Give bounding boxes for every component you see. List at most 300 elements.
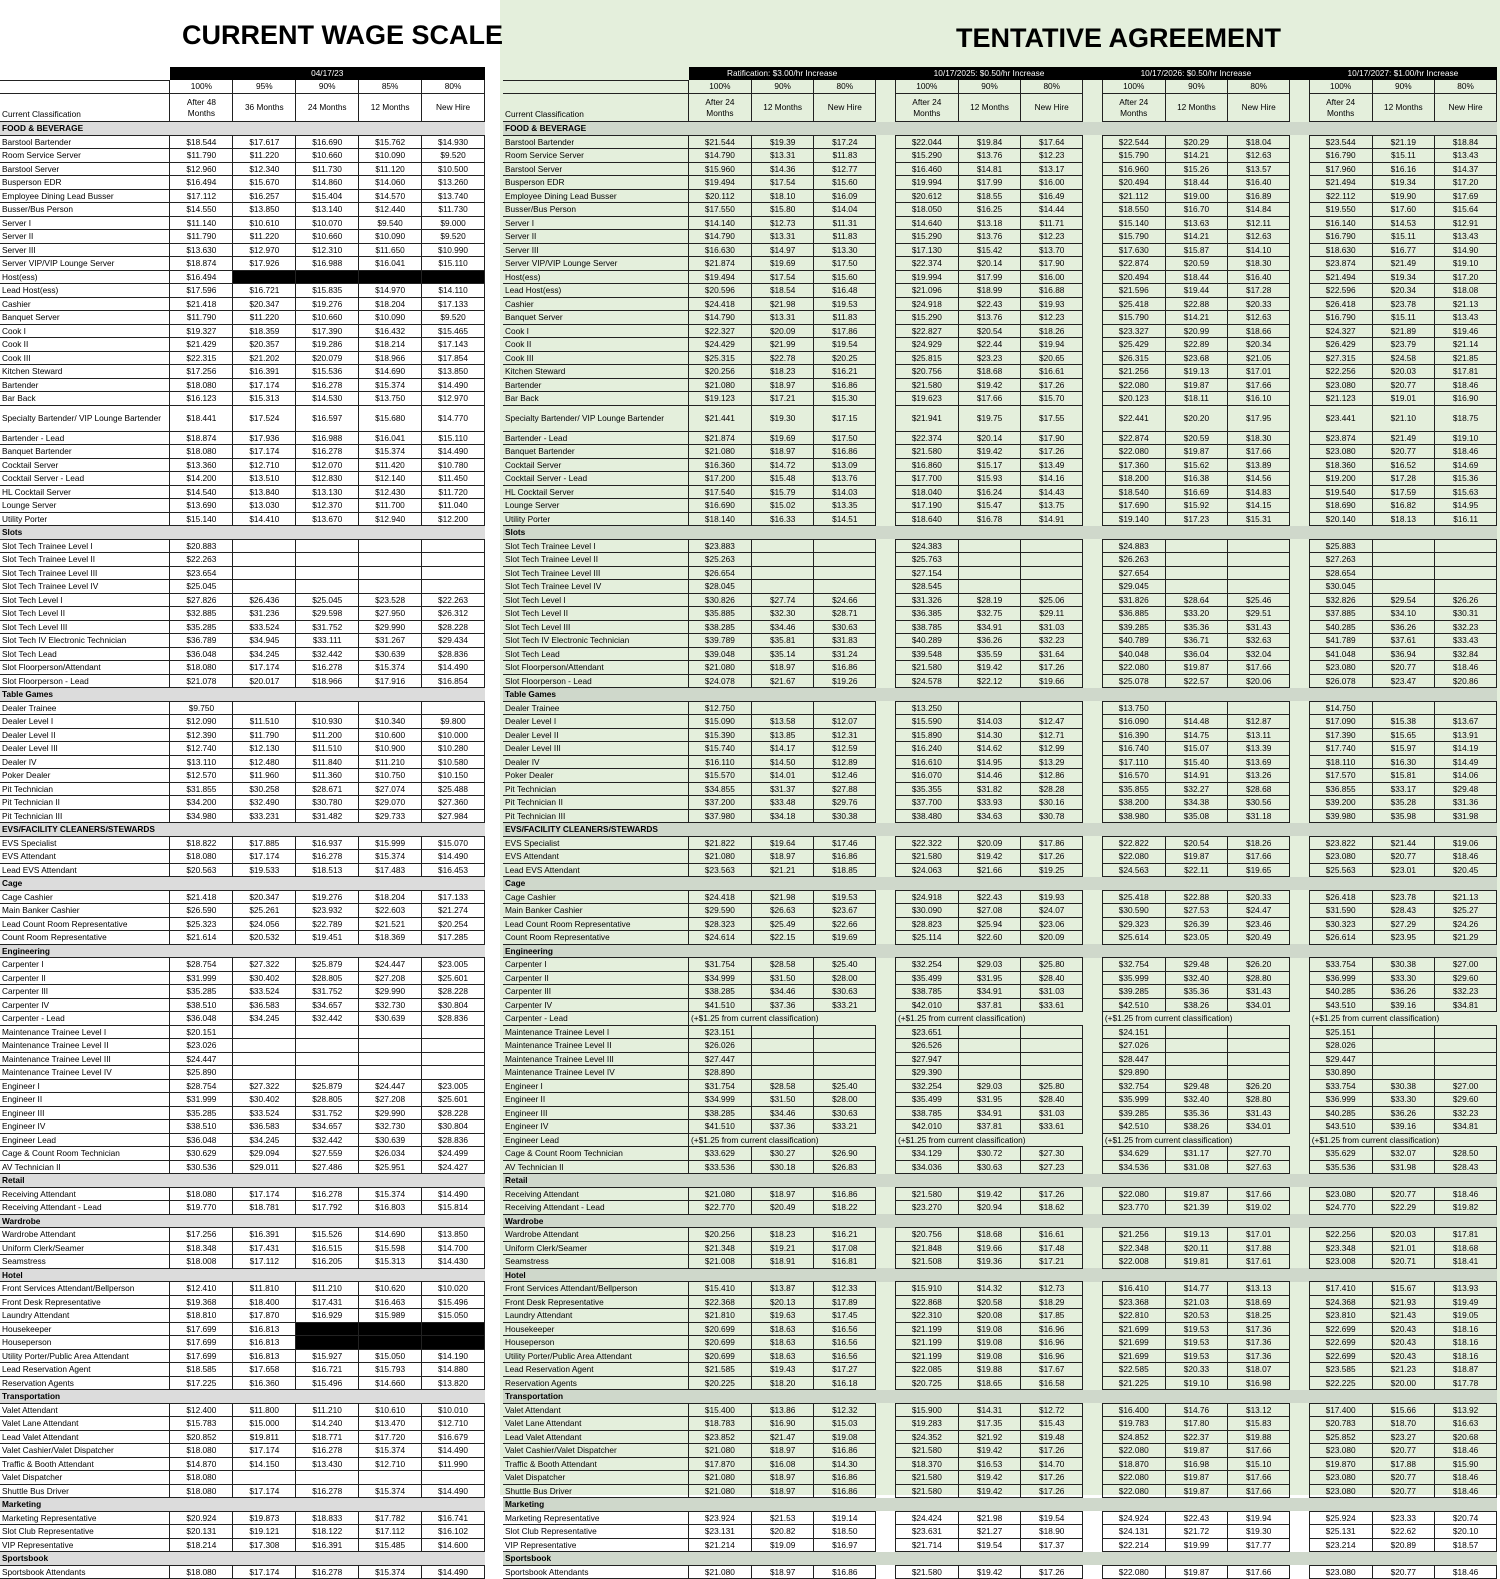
- column-gap: [1290, 1174, 1310, 1188]
- column-gap: [1083, 431, 1103, 445]
- tentative-wage-cell: $15.02: [751, 499, 814, 513]
- current-wage-cell: $33.524: [233, 1106, 296, 1120]
- column-gap: [876, 1295, 896, 1309]
- tentative-wage-cell: $19.48: [1021, 1430, 1083, 1444]
- wage-row: [503, 1376, 1497, 1390]
- tentative-wage-cell: $19.00: [1165, 189, 1228, 203]
- classification-name: AV Technician II: [503, 1160, 689, 1174]
- column-gap: [1290, 796, 1310, 810]
- tentative-wage-cell: $19.08: [814, 1430, 876, 1444]
- tentative-wage-cell: $17.570: [1309, 769, 1372, 783]
- tentative-wage-cell: $31.03: [1021, 985, 1083, 999]
- classification-name: Bartender - Lead: [503, 431, 689, 445]
- category-label: Engineering: [503, 944, 689, 958]
- tentative-wage-cell: $35.08: [1165, 809, 1228, 823]
- header-blank: [0, 80, 170, 94]
- classification-name: Cage & Count Room Technician: [503, 1147, 689, 1161]
- tentative-wage-cell: $20.53: [1165, 1309, 1228, 1323]
- tentative-wage-cell: $17.37: [1021, 1538, 1083, 1552]
- category-fill: [895, 877, 1082, 891]
- tentative-wage-cell: $23.883: [689, 539, 752, 553]
- category-fill: [1309, 877, 1496, 891]
- tentative-wage-cell: $18.46: [1435, 378, 1497, 392]
- tentative-wage-cell: $19.21: [751, 1241, 814, 1255]
- column-gap: [1083, 1093, 1103, 1107]
- category-label: Marketing: [0, 1498, 170, 1512]
- wage-row: [0, 1417, 485, 1431]
- tentative-wage-cell: $11.83: [814, 230, 876, 244]
- tentative-wage-cell: [1021, 1025, 1083, 1039]
- wage-row: [503, 338, 1497, 352]
- wage-row: [0, 1538, 485, 1552]
- wage-row: [0, 971, 485, 985]
- tentative-wage-cell: $13.35: [814, 499, 876, 513]
- tentative-wage-cell: $37.36: [751, 998, 814, 1012]
- current-wage-cell: $21.614: [170, 931, 233, 945]
- tentative-wage-cell: [1021, 1066, 1083, 1080]
- current-wage-cell: $20.254: [422, 917, 485, 931]
- tentative-wage-cell: [1372, 566, 1435, 580]
- current-wage-cell: $15.496: [422, 1295, 485, 1309]
- current-wage-cell: $30.804: [422, 998, 485, 1012]
- tentative-wage-cell: $20.82: [751, 1525, 814, 1539]
- current-wage-cell: $14.700: [422, 1241, 485, 1255]
- classification-name: Carpenter IV: [0, 998, 170, 1012]
- tentative-wage-cell: $24.368: [1309, 1295, 1372, 1309]
- current-wage-cell: $14.600: [422, 1538, 485, 1552]
- tentative-wage-cell: $31.43: [1228, 620, 1290, 634]
- tentative-wage-cell: $16.790: [1309, 230, 1372, 244]
- tentative-wage-cell: $23.95: [1372, 931, 1435, 945]
- tentative-wage-cell: $31.50: [751, 1093, 814, 1107]
- tentative-wage-cell: $19.13: [1165, 1228, 1228, 1242]
- classification-name: Barstool Server: [503, 162, 689, 176]
- tentative-wage-cell: $18.16: [1435, 1349, 1497, 1363]
- tentative-wage-cell: $15.570: [689, 769, 752, 783]
- category-row: [503, 122, 1497, 136]
- tentative-wage-cell: $15.93: [958, 472, 1021, 486]
- tentative-wage-cell: $40.285: [1309, 620, 1372, 634]
- classification-name: Engineer Lead: [0, 1133, 170, 1147]
- tentative-wage-cell: $21.92: [958, 1430, 1021, 1444]
- tentative-wage-cell: $32.23: [1435, 985, 1497, 999]
- current-wage-cell: $11.420: [359, 458, 422, 472]
- column-gap: [876, 782, 896, 796]
- tentative-wage-cell: [1372, 580, 1435, 594]
- tentative-wage-cell: $31.826: [1102, 593, 1165, 607]
- current-wage-cell: $15.110: [422, 257, 485, 271]
- classification-name: Utility Porter: [503, 512, 689, 526]
- tentative-wage-cell: [1021, 1052, 1083, 1066]
- tentative-wage-cell: $19.34: [1372, 270, 1435, 284]
- tentative-wage-cell: $16.98: [1228, 1376, 1290, 1390]
- column-gap: [1083, 203, 1103, 217]
- tentative-wage-cell: $40.285: [1309, 985, 1372, 999]
- tentative-wage-cell: $27.447: [689, 1052, 752, 1066]
- tentative-wage-cell: $24.078: [689, 674, 752, 688]
- classification-name: Lead Valet Attendant: [0, 1430, 170, 1444]
- category-row: [503, 526, 1497, 540]
- tentative-wage-cell: [1435, 580, 1497, 594]
- column-gap: [1290, 1201, 1310, 1215]
- current-wage-cell: [296, 1471, 359, 1485]
- tentative-wage-cell: $19.994: [895, 270, 958, 284]
- wage-row: [0, 378, 485, 392]
- tentative-wage-cell: [751, 1066, 814, 1080]
- tentative-wage-cell: $17.50: [814, 431, 876, 445]
- tentative-wage-cell: $20.65: [1021, 351, 1083, 365]
- current-wage-cell: $14.060: [359, 176, 422, 190]
- tentative-wage-cell: $17.89: [814, 1295, 876, 1309]
- wage-row: [0, 1565, 485, 1579]
- tentative-wage-cell: $36.94: [1372, 647, 1435, 661]
- tentative-wage-cell: $31.17: [1165, 1147, 1228, 1161]
- classification-name: Seamstress: [0, 1255, 170, 1269]
- tentative-wage-cell: $25.418: [1102, 297, 1165, 311]
- column-gap: [1083, 1336, 1103, 1350]
- tentative-wage-cell: $17.24: [814, 135, 876, 149]
- classification-name: Carpenter II: [0, 971, 170, 985]
- current-wage-cell: $15.140: [170, 512, 233, 526]
- column-gap: [1083, 1417, 1103, 1431]
- tentative-wage-cell: [814, 553, 876, 567]
- column-gap: [876, 1066, 896, 1080]
- current-wage-cell: $28.805: [296, 971, 359, 985]
- tentative-wage-cell: [814, 1039, 876, 1053]
- redacted-cell: [422, 1322, 485, 1336]
- current-wage-cell: $13.110: [170, 755, 233, 769]
- current-wage-cell: $29.094: [233, 1147, 296, 1161]
- column-gap: [876, 553, 896, 567]
- classification-name: Engineer II: [0, 1093, 170, 1107]
- column-gap: [1290, 674, 1310, 688]
- tentative-wage-cell: $19.94: [1021, 338, 1083, 352]
- classification-name: Carpenter I: [503, 958, 689, 972]
- current-wage-cell: $23.005: [422, 1079, 485, 1093]
- classification-name: Front Desk Representative: [0, 1295, 170, 1309]
- tentative-wage-cell: $18.07: [1228, 1363, 1290, 1377]
- tentative-wage-cell: $20.725: [895, 1376, 958, 1390]
- tentative-wage-cell: $20.33: [1165, 1363, 1228, 1377]
- current-wage-cell: $16.278: [296, 1565, 359, 1579]
- classification-name: Lead Count Room Representative: [0, 917, 170, 931]
- column-gap: [1083, 445, 1103, 459]
- category-row: [503, 1498, 1497, 1512]
- current-wage-cell: $30.639: [359, 1133, 422, 1147]
- tentative-wage-cell: $21.080: [689, 850, 752, 864]
- category-fill: [1102, 688, 1289, 702]
- column-gap: [1083, 1390, 1103, 1404]
- tentative-wage-cell: $23.810: [1309, 1309, 1372, 1323]
- current-wage-cell: [422, 580, 485, 594]
- wage-row: [503, 1012, 1497, 1026]
- tentative-wage-cell: $31.64: [1021, 647, 1083, 661]
- tentative-wage-cell: $30.38: [1372, 958, 1435, 972]
- classification-name: Slot Tech IV Electronic Technician: [0, 634, 170, 648]
- tentative-wage-cell: $16.86: [814, 1484, 876, 1498]
- tentative-wage-cell: $18.050: [895, 203, 958, 217]
- column-gap: [876, 445, 896, 459]
- wage-row: [0, 445, 485, 459]
- tentative-wage-cell: $22.080: [1102, 850, 1165, 864]
- tentative-wage-cell: $16.24: [958, 485, 1021, 499]
- tentative-wage-cell: $38.285: [689, 620, 752, 634]
- classification-name: Slot Tech Level II: [0, 607, 170, 621]
- tentative-wage-cell: $24.47: [1228, 904, 1290, 918]
- tentative-wage-cell: $12.73: [1021, 1282, 1083, 1296]
- tentative-wage-cell: $38.285: [689, 1106, 752, 1120]
- percent-header: 80%: [1435, 80, 1497, 94]
- tentative-wage-cell: $16.00: [1021, 176, 1083, 190]
- current-wage-cell: $11.120: [359, 162, 422, 176]
- tentative-wage-cell: $25.815: [895, 351, 958, 365]
- tentative-wage-cell: $20.43: [1372, 1336, 1435, 1350]
- classification-name: Slot Tech Trainee Level III: [503, 566, 689, 580]
- category-row: [0, 122, 485, 136]
- wage-row: [0, 661, 485, 675]
- current-wage-cell: $14.490: [422, 445, 485, 459]
- category-label: Retail: [0, 1174, 170, 1188]
- classification-name: Host(ess): [0, 270, 170, 284]
- tentative-wage-cell: $19.81: [1165, 1255, 1228, 1269]
- tentative-wage-cell: $30.16: [1021, 796, 1083, 810]
- tentative-wage-cell: $15.17: [958, 458, 1021, 472]
- tentative-wage-cell: $17.45: [814, 1309, 876, 1323]
- tentative-wage-cell: $17.99: [958, 176, 1021, 190]
- tentative-wage-cell: $15.03: [814, 1417, 876, 1431]
- tentative-wage-cell: $17.99: [958, 270, 1021, 284]
- tentative-wage-cell: $21.225: [1102, 1376, 1165, 1390]
- tentative-wage-cell: $26.39: [1165, 917, 1228, 931]
- classification-name: Valet Dispatcher: [0, 1471, 170, 1485]
- tentative-wage-cell: $17.21: [751, 392, 814, 406]
- current-wage-cell: $18.810: [170, 1309, 233, 1323]
- tentative-wage-cell: $35.499: [895, 1093, 958, 1107]
- classification-name: Lead Reservation Agent: [0, 1363, 170, 1377]
- tentative-wage-cell: $19.42: [958, 1565, 1021, 1579]
- classification-name: Kitchen Steward: [503, 365, 689, 379]
- tentative-wage-cell: $17.090: [1309, 715, 1372, 729]
- tentative-wage-cell: $21.29: [1435, 931, 1497, 945]
- category-fill: [1309, 1268, 1496, 1282]
- category-fill: [1102, 944, 1289, 958]
- current-wage-cell: $15.536: [296, 365, 359, 379]
- tentative-wage-cell: $23.080: [1309, 1565, 1372, 1579]
- wage-row: [0, 850, 485, 864]
- current-wage-cell: $16.988: [296, 431, 359, 445]
- current-wage-cell: $10.280: [422, 742, 485, 756]
- tentative-wage-cell: $16.98: [1165, 1457, 1228, 1471]
- wage-row: [503, 715, 1497, 729]
- tentative-agreement-title: TENTATIVE AGREEMENT: [956, 23, 1282, 53]
- wage-row: [0, 701, 485, 715]
- wage-row: [503, 809, 1497, 823]
- column-gap: [1290, 1363, 1310, 1377]
- tentative-wage-cell: $22.43: [958, 890, 1021, 904]
- tentative-wage-cell: $20.494: [1102, 176, 1165, 190]
- tentative-wage-cell: $28.890: [689, 1066, 752, 1080]
- column-gap: [1290, 580, 1310, 594]
- wage-row: [503, 998, 1497, 1012]
- tentative-wage-cell: $13.91: [1435, 728, 1497, 742]
- tentative-wage-cell: $20.77: [1372, 1471, 1435, 1485]
- classification-name: Dealer IV: [503, 755, 689, 769]
- classification-name: Dealer Level I: [503, 715, 689, 729]
- tentative-wage-cell: $22.89: [1165, 338, 1228, 352]
- column-gap: [1083, 1403, 1103, 1417]
- column-gap: [1083, 904, 1103, 918]
- current-wage-cell: $10.780: [422, 458, 485, 472]
- wage-row: [503, 1430, 1497, 1444]
- current-wage-cell: $16.741: [422, 1511, 485, 1525]
- tentative-wage-cell: $18.66: [1228, 324, 1290, 338]
- current-wage-cell: $11.810: [233, 1282, 296, 1296]
- tentative-wage-cell: $28.045: [689, 580, 752, 594]
- tentative-wage-cell: $16.88: [1021, 284, 1083, 298]
- tentative-wage-cell: $17.54: [751, 176, 814, 190]
- current-wage-cell: $18.008: [170, 1255, 233, 1269]
- current-wage-cell: $11.730: [422, 203, 485, 217]
- tentative-wage-cell: $26.20: [1228, 1079, 1290, 1093]
- column-gap: [1083, 122, 1103, 136]
- column-gap: [1083, 80, 1103, 94]
- tentative-wage-cell: $23.080: [1309, 1187, 1372, 1201]
- tentative-wage-cell: $19.30: [1228, 1525, 1290, 1539]
- tentative-wage-cell: $15.60: [814, 270, 876, 284]
- header-row-steps: [503, 94, 1497, 122]
- current-wage-cell: [422, 539, 485, 553]
- classification-name: Valet Dispatcher: [503, 1471, 689, 1485]
- current-wage-cell: $10.090: [359, 230, 422, 244]
- column-gap: [1290, 257, 1310, 271]
- tentative-wage-cell: $15.87: [1165, 243, 1228, 257]
- tentative-wage-cell: $29.48: [1165, 1079, 1228, 1093]
- column-gap: [1290, 985, 1310, 999]
- wage-row: [503, 917, 1497, 931]
- column-gap: [876, 1214, 896, 1228]
- column-gap: [1290, 216, 1310, 230]
- wage-row: [503, 1484, 1497, 1498]
- column-gap: [1083, 769, 1103, 783]
- tentative-wage-cell: $38.26: [1165, 998, 1228, 1012]
- column-gap: [1083, 1295, 1103, 1309]
- tentative-wage-cell: $14.37: [1435, 162, 1497, 176]
- tentative-wage-cell: $39.789: [689, 634, 752, 648]
- tentative-wage-cell: $14.62: [958, 742, 1021, 756]
- tentative-wage-cell: $14.70: [1021, 1457, 1083, 1471]
- tentative-wage-cell: $31.754: [689, 958, 752, 972]
- tentative-wage-cell: $19.870: [1309, 1457, 1372, 1471]
- wage-row: [503, 512, 1497, 526]
- tentative-wage-cell: $27.263: [1309, 553, 1372, 567]
- category-row: [503, 1174, 1497, 1188]
- current-wage-cell: $11.960: [233, 769, 296, 783]
- step-header: 12 Months: [1165, 94, 1228, 122]
- current-wage-cell: $17.885: [233, 836, 296, 850]
- tentative-wage-cell: $16.090: [1102, 715, 1165, 729]
- current-wage-cell: $17.390: [296, 324, 359, 338]
- current-wage-cell: $17.431: [296, 1295, 359, 1309]
- column-gap: [1083, 472, 1103, 486]
- column-gap: [876, 931, 896, 945]
- tentative-wage-cell: $15.890: [895, 728, 958, 742]
- wage-row: [503, 607, 1497, 621]
- tentative-wage-cell: [1228, 580, 1290, 594]
- tentative-wage-cell: [1435, 1025, 1497, 1039]
- tentative-wage-cell: $34.46: [751, 1106, 814, 1120]
- classification-name: Main Banker Cashier: [0, 904, 170, 918]
- tentative-wage-cell: $21.941: [895, 405, 958, 431]
- tentative-wage-cell: $16.110: [689, 755, 752, 769]
- current-wage-cell: $18.214: [170, 1538, 233, 1552]
- current-wage-cell: $32.442: [296, 1012, 359, 1026]
- tentative-wage-cell: $21.39: [1165, 1201, 1228, 1215]
- column-gap: [876, 809, 896, 823]
- tentative-wage-cell: $30.38: [1372, 1079, 1435, 1093]
- tentative-wage-cell: $30.826: [689, 593, 752, 607]
- current-wage-cell: $18.966: [296, 674, 359, 688]
- column-gap: [1083, 701, 1103, 715]
- current-wage-cell: $15.762: [359, 135, 422, 149]
- tentative-wage-cell: [1021, 580, 1083, 594]
- percent-header: 90%: [296, 80, 359, 94]
- tentative-wage-cell: $20.09: [1021, 931, 1083, 945]
- classification-name: Server II: [503, 230, 689, 244]
- percent-header: 100%: [1309, 80, 1372, 94]
- wage-row: [0, 715, 485, 729]
- step-header: New Hire: [1228, 94, 1290, 122]
- tentative-wage-cell: $20.09: [751, 324, 814, 338]
- column-gap: [876, 1322, 896, 1336]
- tentative-wage-cell: $16.96: [1021, 1322, 1083, 1336]
- tentative-wage-cell: $35.98: [1372, 809, 1435, 823]
- tentative-wage-cell: $37.700: [895, 796, 958, 810]
- tentative-wage-cell: $30.323: [1309, 917, 1372, 931]
- tentative-wage-cell: $20.74: [1435, 1511, 1497, 1525]
- tentative-wage-cell: $17.66: [1228, 661, 1290, 675]
- column-gap: [1290, 1295, 1310, 1309]
- current-wage-cell: [296, 701, 359, 715]
- tentative-wage-cell: $21.580: [895, 1565, 958, 1579]
- current-wage-cell: $18.080: [170, 661, 233, 675]
- current-wage-cell: $17.174: [233, 1444, 296, 1458]
- header-row-percent: [0, 80, 485, 94]
- tentative-wage-cell: [958, 1066, 1021, 1080]
- category-label: Slots: [0, 526, 170, 540]
- tentative-wage-cell: $21.01: [1372, 1241, 1435, 1255]
- tentative-wage-cell: $19.88: [1228, 1430, 1290, 1444]
- tentative-wage-cell: $19.05: [1435, 1309, 1497, 1323]
- current-wage-cell: $20.347: [233, 297, 296, 311]
- tentative-wage-cell: $18.97: [751, 1484, 814, 1498]
- wage-row: [503, 931, 1497, 945]
- current-wage-cell: $25.045: [170, 580, 233, 594]
- column-gap: [876, 944, 896, 958]
- current-wage-cell: $25.890: [170, 1066, 233, 1080]
- current-wage-cell: $29.733: [359, 809, 422, 823]
- current-wage-cell: $16.453: [422, 863, 485, 877]
- tentative-wage-cell: $20.699: [689, 1336, 752, 1350]
- tentative-wage-cell: [1228, 539, 1290, 553]
- tentative-wage-cell: $29.045: [1102, 580, 1165, 594]
- tentative-wage-cell: $34.38: [1165, 796, 1228, 810]
- classification-name: Receiving Attendant - Lead: [0, 1201, 170, 1215]
- tentative-wage-cell: $20.14: [958, 257, 1021, 271]
- tentative-wage-cell: $18.85: [814, 863, 876, 877]
- tentative-wage-cell: $23.770: [1102, 1201, 1165, 1215]
- column-gap: [1083, 553, 1103, 567]
- tentative-wage-cell: $17.61: [1228, 1255, 1290, 1269]
